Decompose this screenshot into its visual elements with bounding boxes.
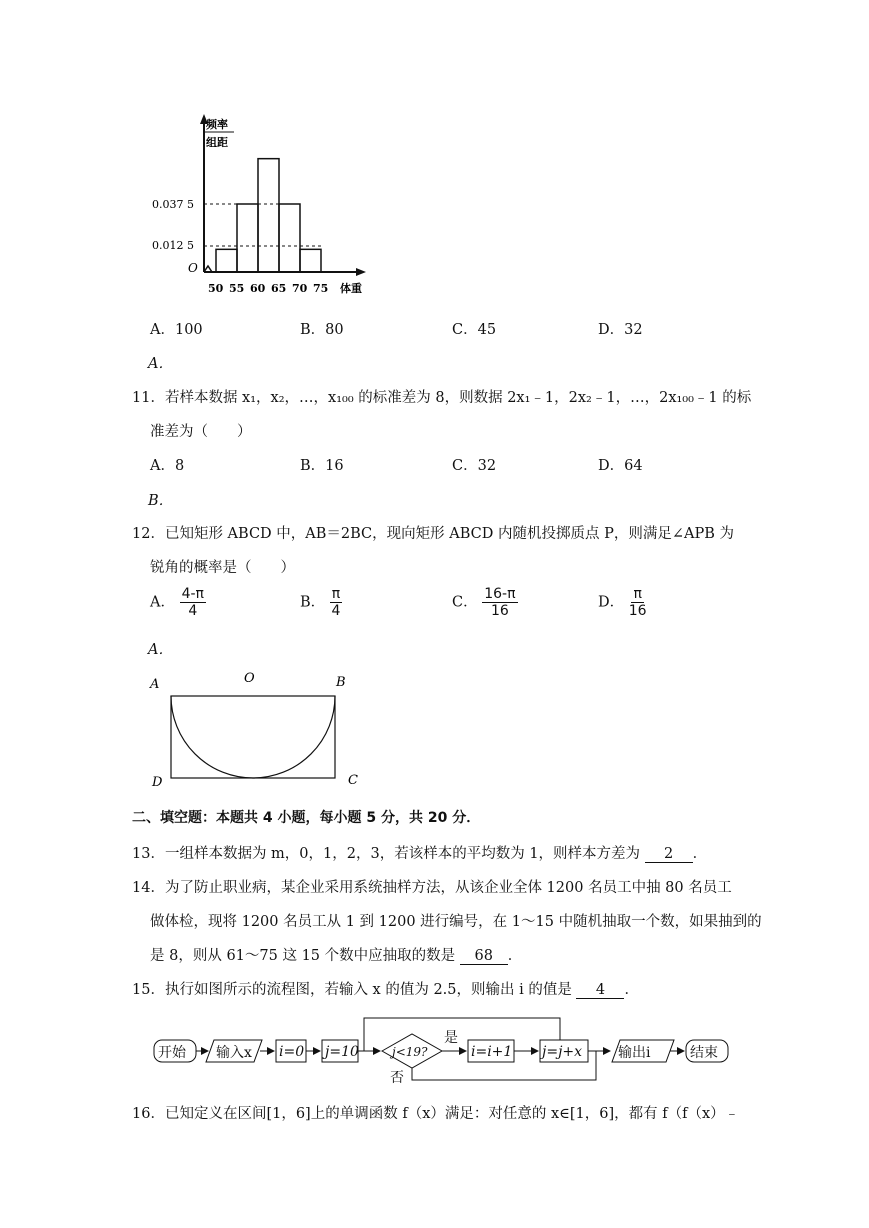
flow-no-label: 否: [390, 1070, 404, 1086]
q11-option-c: C．32: [452, 458, 497, 474]
xlabel: 体重: [340, 282, 362, 295]
q13-text: 13．一组样本数据为 m，0，1，2，3，若该样本的平均数为 1，则样本方差为: [132, 846, 641, 862]
q12-option-d: [598, 586, 647, 619]
histogram-bar: [216, 249, 237, 272]
flowchart-figure: [150, 1012, 735, 1088]
q12-option-c-fraction: [482, 586, 517, 619]
q12-line2: 锐角的概率是（ ）: [150, 560, 295, 576]
q13-line: [132, 842, 707, 863]
point-o-label: O: [244, 671, 255, 686]
q10-answer: A．: [148, 356, 173, 372]
q12-option-d-fraction: [629, 586, 647, 619]
flow-output-label: 输出i: [618, 1045, 651, 1061]
q12-option-b: [300, 586, 342, 619]
denominator: 16: [490, 603, 509, 619]
q12-option-a-fraction: [180, 586, 206, 619]
origin-label: O: [188, 261, 198, 275]
xtick-label: 75: [313, 282, 329, 295]
flow-start-label: 开始: [158, 1045, 186, 1061]
q12-option-c-label: C．: [452, 594, 478, 611]
denominator: 4: [188, 603, 198, 619]
numerator: π: [633, 586, 642, 602]
q12-option-c: [452, 586, 518, 619]
flow-condition-label: j<19?: [392, 1045, 428, 1059]
q10-option-a: A．100: [150, 322, 203, 338]
xtick-label: 50: [208, 282, 224, 295]
histogram-bars: [216, 159, 321, 272]
xtick-label: 60: [250, 282, 266, 295]
q14-line1: 14．为了防止职业病，某企业采用系统抽样方法，从该企业全体 1200 名员工中抽 80 名员工: [132, 880, 732, 896]
q10-option-d: D．32: [598, 322, 643, 338]
section-heading: 二、填空题：本题共 4 小题，每小题 5 分，共 20 分．: [132, 810, 481, 826]
point-b-label: B: [336, 675, 346, 690]
q12-option-d-label: D．: [598, 594, 625, 611]
flow-end-label: 结束: [690, 1045, 718, 1061]
histogram-bar: [279, 204, 300, 272]
numerator: π: [331, 586, 341, 602]
flow-yes-label: 是: [444, 1030, 458, 1046]
q12-answer: A．: [148, 642, 173, 658]
ytick-high: 0.037 5: [152, 198, 194, 211]
denominator: 16: [628, 603, 647, 619]
point-a-label: A: [150, 677, 160, 692]
xtick-label: 65: [271, 282, 287, 295]
q14-line3-text: 是 8，则从 61～75 这 15 个数中应抽取的数是: [150, 948, 456, 964]
ylabel-bottom: 组距: [206, 136, 228, 149]
point-d-label: D: [152, 775, 163, 790]
histogram-figure: [150, 110, 380, 300]
histogram-bar: [237, 204, 258, 272]
histogram-bar: [300, 249, 321, 272]
q13-end: ．: [692, 846, 708, 862]
rectangle-semicircle-figure: [148, 668, 378, 793]
q14-line2: 做体检，现将 1200 名员工从 1 到 1200 进行编号，在 1～15 中随机抽取一个数，如果抽到的: [150, 914, 762, 930]
flow-i0-label: i=0: [279, 1044, 305, 1060]
xtick-label: 70: [292, 282, 308, 295]
q15-answer: 4: [576, 982, 624, 999]
q10-option-b: B．80: [300, 322, 344, 338]
flow-input-label: 输入x: [216, 1045, 252, 1061]
numerator: 4-π: [181, 586, 204, 602]
q12-option-b-label: B．: [300, 594, 326, 611]
q10-option-c: C．45: [452, 322, 497, 338]
q11-option-a: A．8: [150, 458, 185, 474]
q15-end: ．: [624, 982, 639, 998]
numerator: 16-π: [484, 586, 516, 602]
ylabel-top: 频率: [206, 118, 228, 131]
q13-answer: 2: [645, 846, 693, 863]
q15-line: [132, 978, 639, 999]
q12-line1: 12．已知矩形 ABCD 中，AB＝2BC，现向矩形 ABCD 内随机投掷质点 P，则满足∠APB 为: [132, 526, 734, 542]
q14-answer: 68: [460, 948, 508, 965]
denominator: 4: [331, 603, 341, 619]
flow-jx-label: j=j+x: [542, 1044, 583, 1060]
q11-option-d: D．64: [598, 458, 643, 474]
histogram-bar: [258, 159, 279, 272]
q11-answer: B．: [148, 493, 174, 509]
q12-option-a: [150, 586, 206, 619]
xtick-label: 55: [229, 282, 245, 295]
q12-option-b-fraction: [330, 586, 342, 619]
q11-option-b: B．16: [300, 458, 344, 474]
q15-text: 15．执行如图所示的流程图，若输入 x 的值为 2.5，则输出 i 的值是: [132, 982, 572, 998]
histogram-xticks: [208, 282, 328, 295]
q12-option-a-label: A．: [150, 594, 175, 611]
q14-end: ．: [507, 948, 523, 964]
q16-line: 16．已知定义在区间[1，6]上的单调函数 f（x）满足：对任意的 x∈[1，6]，都有 f（f（x）﹣: [132, 1106, 740, 1122]
q11-line2: 准差为（ ）: [150, 424, 252, 440]
q14-line3: [150, 944, 522, 965]
ytick-low: 0.012 5: [152, 239, 194, 252]
flow-inc-label: i=i+1: [471, 1044, 513, 1060]
q11-line1: 11．若样本数据 x₁，x₂，…，x₁₀₀ 的标准差为 8，则数据 2x₁﹣1，2x₂﹣1，…，2x₁₀₀﹣1 的标: [132, 390, 752, 406]
flow-j10-label: j=10: [325, 1044, 359, 1060]
point-c-label: C: [348, 773, 358, 788]
